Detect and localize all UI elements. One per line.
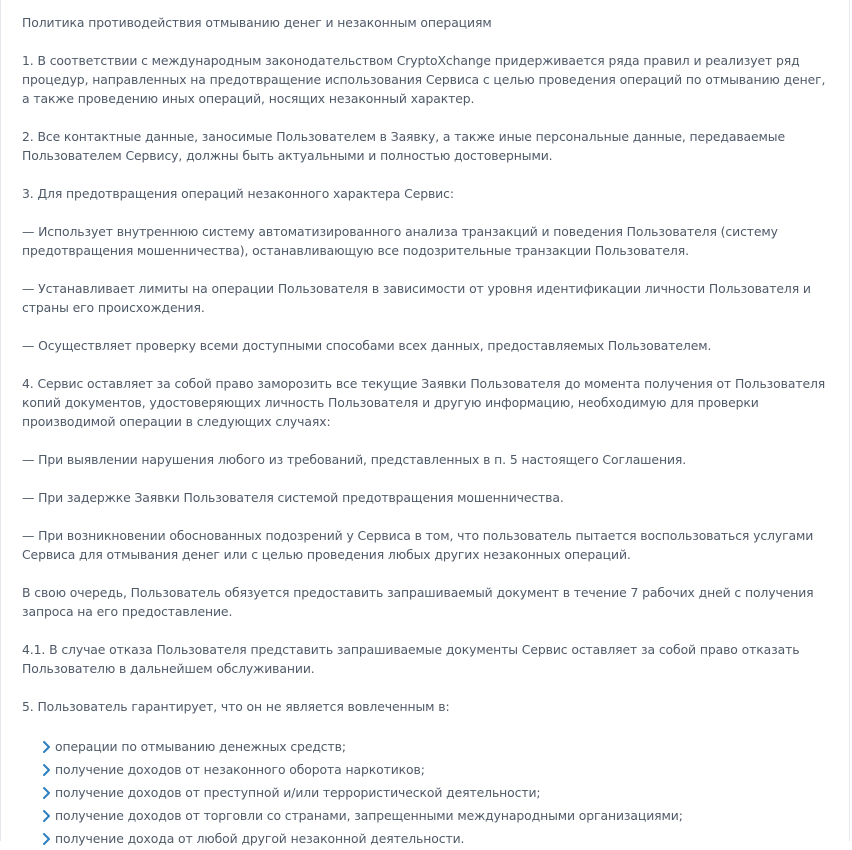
paragraph-3-item-3: — Осуществляет проверку всеми доступными способами всех данных, предоставляемых Пользователем. [22, 338, 712, 353]
paragraph-4-item-1: — При выявлении нарушения любого из требований, представленных в п. 5 настоящего Соглашения. [22, 452, 687, 467]
paragraph-1: 1. В соответствии с международным законодательством CryptoXchange придерживается ряда правил и реализует ряд процедур, направленных на предотвращение использования Сервиса с целью проведения операций по отмыванию денег, а также проведению иных операций, носящих незаконный характер. [22, 53, 826, 106]
paragraph-2: 2. Все контактные данные, заносимые Пользователем в Заявку, а также иные персональные данные, передаваемые Пользователем Сервису, должны быть актуальными и полностью достоверными. [22, 129, 785, 163]
list-item [41, 781, 834, 804]
paragraph-obligation: В свою очередь, Пользователь обязуется предоставить запрашиваемый документ в течение 7 рабочих дней с получения запроса на его предоставление. [22, 585, 814, 619]
list-item [41, 804, 834, 827]
list-item [41, 735, 834, 758]
policy-content [22, 13, 834, 850]
list-item [41, 758, 834, 781]
paragraph-4-item-3: — При возникновении обоснованных подозрений у Сервиса в том, что пользователь пытается воспользоваться услугами Сервиса для отмывания денег или с целью проведения любых других незаконных операций. [22, 528, 814, 562]
list-item [41, 827, 834, 850]
list-item-text: получение доходов от незаконного оборота наркотиков; [55, 762, 425, 777]
list-item-text: получение доходов от преступной и/или террористической деятельности; [55, 785, 541, 800]
chevron-right-icon [41, 832, 53, 846]
list-item-text: получение дохода от любой другой незаконной деятельности. [55, 831, 465, 846]
paragraph-4: 4. Сервис оставляет за собой право заморозить все текущие Заявки Пользователя до момента получения от Пользователя копий документов, удостоверяющих личность Пользователя и другую информацию, необходимую для проверки производимой операции в следующих случаях: [22, 376, 826, 429]
chevron-right-icon [41, 740, 53, 754]
paragraph-4-1: 4.1. В случае отказа Пользователя представить запрашиваемые документы Сервис оставляет за собой право отказать Пользователю в дальнейшем обслуживании. [22, 642, 800, 676]
paragraph-3: 3. Для предотвращения операций незаконного характера Сервис: [22, 186, 454, 201]
page-title: Политика противодействия отмыванию денег и незаконным операциям [22, 15, 492, 30]
paragraph-3-item-1: — Использует внутреннюю систему автоматизированного анализа транзакций и поведения Пользователя (систему предотвращения мошенничества), останавливающую все подозрительные транзакции Пользователя. [22, 224, 778, 258]
guarantee-list [22, 735, 834, 850]
list-item-text: получение доходов от торговли со странами, запрещенными международными организациями; [55, 808, 683, 823]
paragraph-3-item-2: — Устанавливает лимиты на операции Пользователя в зависимости от уровня идентификации личности Пользователя и страны его происхождения. [22, 281, 811, 315]
chevron-right-icon [41, 763, 53, 777]
chevron-right-icon [41, 809, 53, 823]
list-item-text: операции по отмыванию денежных средств; [55, 739, 346, 754]
chevron-right-icon [41, 786, 53, 800]
paragraph-5: 5. Пользователь гарантирует, что он не является вовлеченным в: [22, 699, 450, 714]
paragraph-4-item-2: — При задержке Заявки Пользователя системой предотвращения мошенничества. [22, 490, 564, 505]
